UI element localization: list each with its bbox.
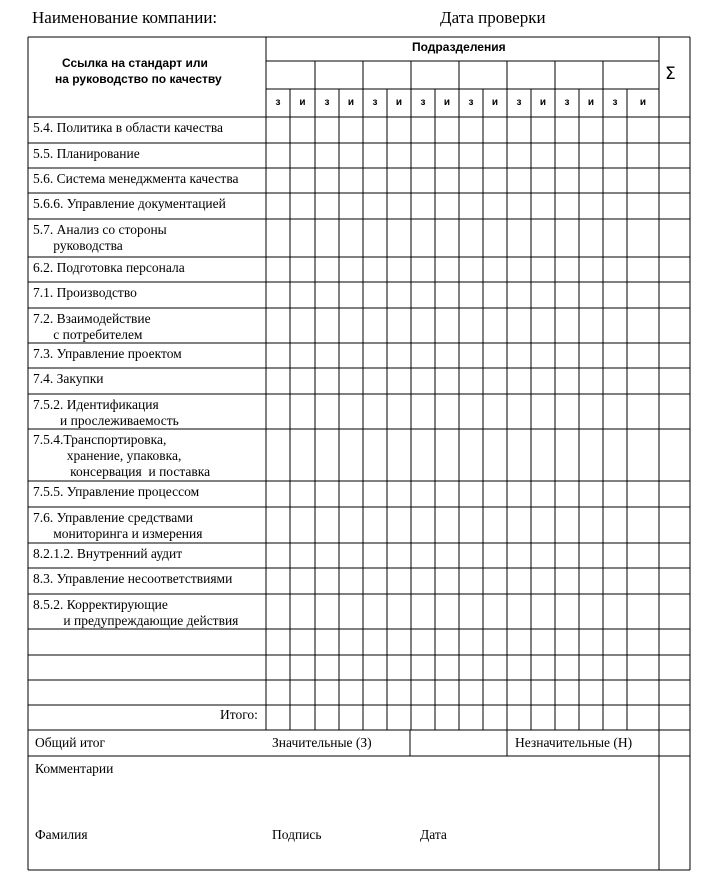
reference-header-line1: Ссылка на стандарт или [62,56,208,70]
significant-subcolumn-label: з [324,97,330,108]
section-label: 8.2.1.2. Внутренний аудит [33,546,183,561]
section-label: 7.6. Управление средствами [33,510,193,525]
section-label: 5.6.6. Управление документацией [33,196,226,211]
minor-subcolumn-label: и [587,97,595,108]
minor-subcolumn-label: и [491,97,499,108]
section-label: 7.2. Взаимодействие [33,311,151,326]
section-label: 5.4. Политика в области качества [33,120,224,135]
section-label: 7.4. Закупки [33,371,104,386]
section-label: руководства [33,238,123,253]
inspection-date-label: Дата проверки [440,8,546,27]
grand-total-label: Общий итог [35,735,106,750]
significant-subcolumn-label: з [420,97,426,108]
minor-subcolumn-label: и [299,97,306,108]
section-label: 7.5.2. Идентификация [33,397,159,412]
significant-subcolumn-label: з [612,97,618,108]
significant-subcolumn-label: з [275,97,281,108]
section-label: 7.5.5. Управление процессом [33,484,200,499]
comments-label: Комментарии [35,761,114,776]
section-label: хранение, упаковка, [33,448,182,463]
minor-subcolumn-label: и [539,97,547,108]
significant-subcolumn-label: з [468,97,474,108]
section-label: 5.7. Анализ со стороны [33,222,167,237]
significant-subcolumn-label: з [372,97,378,108]
section-label: консервация и поставка [33,464,211,479]
significant-label: Значительные (З) [272,735,372,750]
section-label: 6.2. Подготовка персонала [33,260,185,275]
date-label: Дата [420,827,447,842]
section-label: и предупреждающие действия [33,613,239,628]
minor-label: Незначительные (Н) [515,735,633,750]
surname-label: Фамилия [35,827,88,842]
section-label: 7.1. Производство [33,285,137,300]
section-label: 8.5.2. Корректирующие [33,597,168,612]
minor-subcolumn-label: и [395,97,403,108]
section-label: 7.5.4.Транспортировка, [33,432,167,447]
company-name-label: Наименование компании: [32,8,218,27]
reference-header-line2: на руководство по качеству [55,72,222,86]
minor-subcolumn-label: и [639,97,647,108]
divisions-header: Подразделения [412,40,506,54]
section-label: 8.3. Управление несоответствиями [33,571,233,586]
total-label: Итого: [220,707,258,722]
minor-subcolumn-label: и [347,97,355,108]
section-label: 7.3. Управление проектом [33,346,182,361]
significant-subcolumn-label: з [564,97,570,108]
section-label: с потребителем [33,327,143,342]
sum-symbol: Σ [665,64,676,84]
section-label: и прослеживаемость [33,413,179,428]
section-label: 5.6. Система менеджмента качества [33,171,239,186]
minor-subcolumn-label: и [443,97,451,108]
significant-subcolumn-label: з [516,97,522,108]
signature-label: Подпись [272,827,322,842]
section-label: 5.5. Планирование [33,146,140,161]
section-label: мониторинга и измерения [33,526,203,541]
